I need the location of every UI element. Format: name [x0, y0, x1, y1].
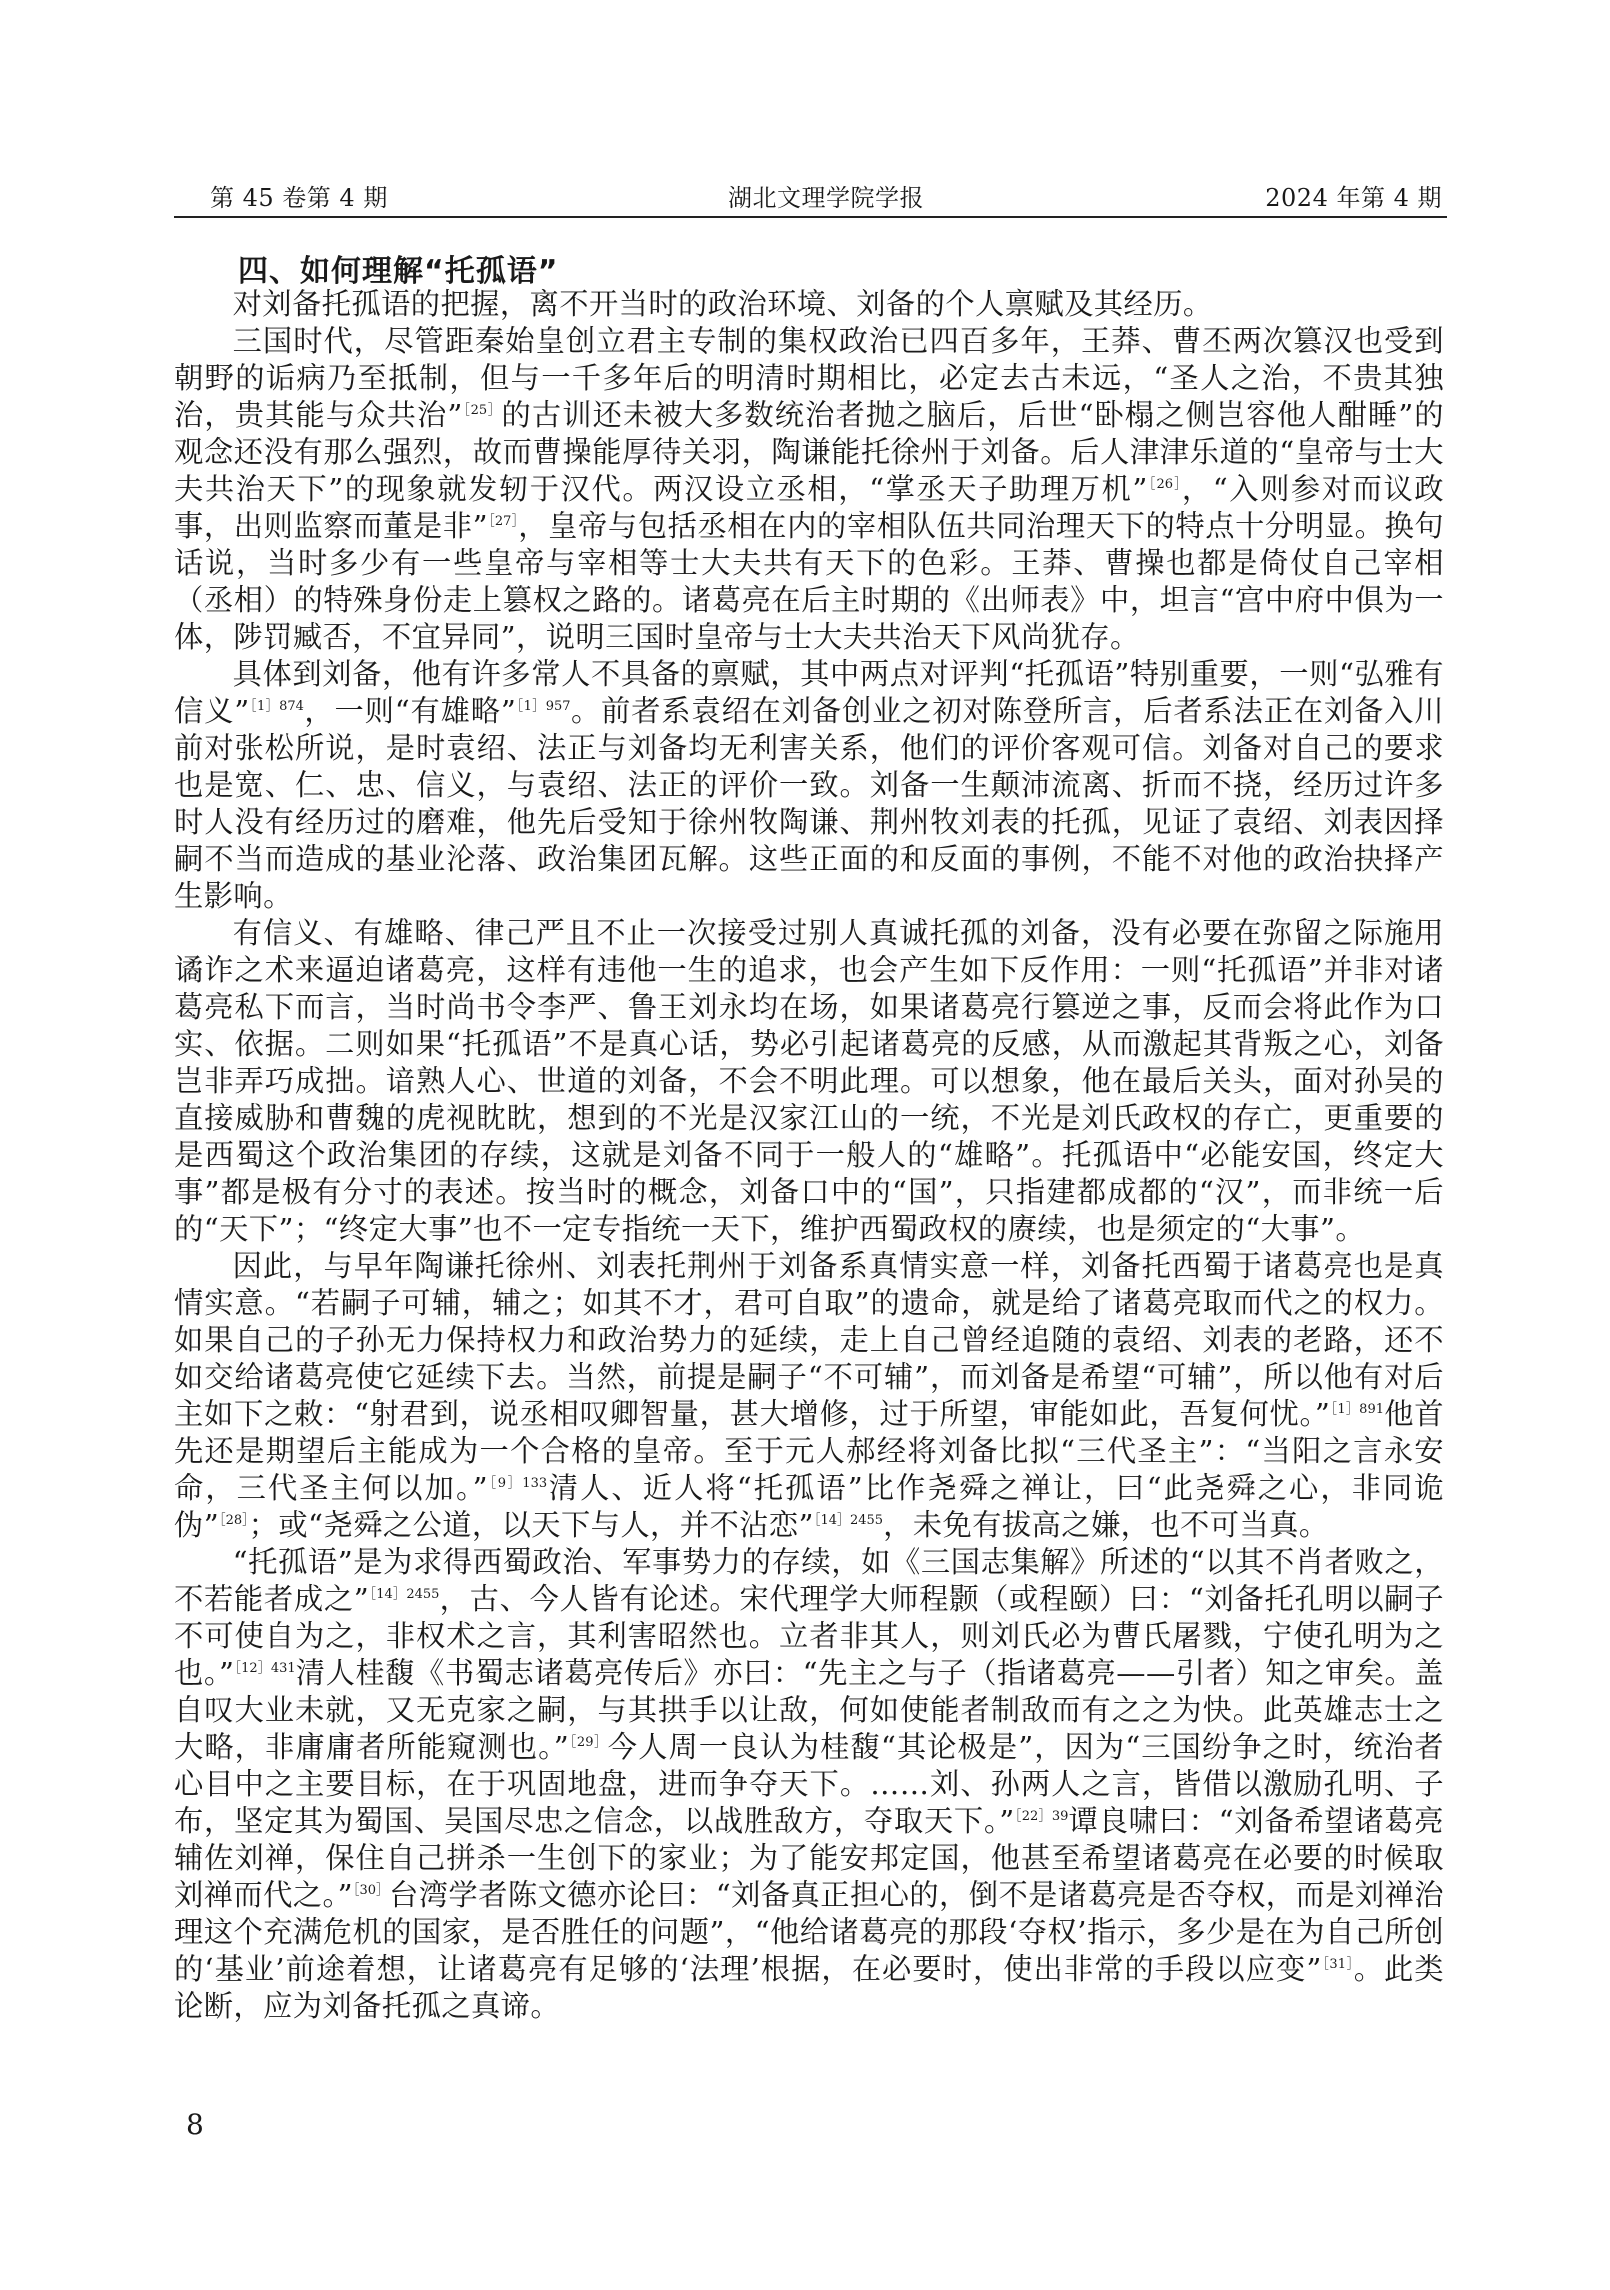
paragraph-text: 清人、近人将“托孤语”比作尧舜之禅让，曰“此尧舜之心，非同诡伪”	[174, 1471, 1444, 1542]
citation-marker: ［26］	[1147, 477, 1182, 493]
running-header	[210, 173, 1442, 217]
header-rule	[174, 216, 1447, 218]
paragraph	[174, 1248, 1444, 1544]
header-volume-issue: 第 45 卷第 4 期	[210, 183, 388, 212]
paragraph	[174, 915, 1444, 1248]
citation-marker: ［22］39	[1014, 1809, 1069, 1825]
paragraph-text: 今人周一良认为桂馥“其论极是”，因为“三国纷争之时，统治者心目中之主要目标，在于巩固地盘，进而争夺天下。……刘、孙两人之言，皆借以激励孔明、子布，坚定其为蜀国、吴国尽忠之信念，以战胜敌方，夺取天下。”	[174, 1730, 1444, 1838]
article-body	[174, 286, 1444, 2025]
paragraph	[174, 656, 1444, 915]
paragraph	[174, 1544, 1444, 2025]
paragraph-text: 谭良啸曰：“刘备希望诸葛亮辅佐刘禅，保住自己拼杀一生创下的家业；为了能安邦定国，他甚至希望诸葛亮在必要的时候取刘禅而代之。”	[174, 1804, 1444, 1912]
citation-marker: ［14］2455	[369, 1587, 440, 1603]
citation-marker: ［30］	[352, 1883, 390, 1899]
paragraph-text: ，未免有拔高之嫌，也不可当真。	[883, 1508, 1329, 1542]
paragraph-text: ，皇帝与包括丞相在内的宰相队伍共同治理天下的特点十分明显。换句话说，当时多少有一些皇帝与宰相等士大夫共有天下的色彩。王莽、曹操也都是倚仗自己宰相（丞相）的特殊身份走上篡权之路的。诸葛亮在后主时期的《出师表》中，坦言“宫中府中俱为一体，陟罚臧否，不宜异同”，说明三国时皇帝与士大夫共治天下风尚犹存。	[174, 509, 1445, 654]
citation-marker: ［1］891	[1330, 1402, 1384, 1418]
paragraph-text: 台湾学者陈文德亦论曰：“刘备真正担心的，倒不是诸葛亮是否夺权，而是刘禅治理这个充满危机的国家，是否胜任的问题”，“他给诸葛亮的那段‘夺权’指示，多少是在为自己所创的‘基业’前途着想，让诸葛亮有足够的‘法理’根据，在必要时，使出非常的手段以应变”	[174, 1878, 1444, 1986]
paragraph-text: 他首先还是期望后主能成为一个合格的皇帝。至于元人郝经将刘备比拟“三代圣主”：“当阳之言永安命，三代圣主何以加。”	[174, 1397, 1444, 1505]
citation-marker: ［27］	[488, 514, 519, 530]
paragraph-text: 清人桂馥《书蜀志诸葛亮传后》亦曰：“先主之与子（指诸葛亮——引者）知之审矣。盖自叹大业未就，又无克家之嗣，与其拱手以让敌，何如使能者制敌而有之之为快。此英雄志士之大略，非庸庸者所能窥测也。”	[174, 1656, 1444, 1764]
citation-marker: ［1］957	[516, 699, 571, 715]
section-title: 四、如何理解“托孤语”	[238, 254, 559, 289]
paragraph	[174, 323, 1444, 656]
paragraph-text: 的古训还未被大多数统治者抛之脑后，后世“卧榻之侧岂容他人酣睡”的观念还没有那么强烈，故而曹操能厚待关羽，陶谦能托徐州于刘备。后人津津乐道的“皇帝与士大夫共治天下”的现象就发轫于汉代。两汉设立丞相，“掌丞天子助理万机”	[174, 398, 1445, 506]
paragraph-text: 有信义、有雄略、律己严且不止一次接受过别人真诚托孤的刘备，没有必要在弥留之际施用谲诈之术来逼迫诸葛亮，这样有违他一生的追求，也会产生如下反作用：一则“托孤语”并非对诸葛亮私下而言，当时尚书令李严、鲁王刘永均在场，如果诸葛亮行篡逆之事，反而会将此作为口实、依据。二则如果“托孤语”不是真心话，势必引起诸葛亮的反感，从而激起其背叛之心，刘备岂非弄巧成拙。谙熟人心、世道的刘备，不会不明此理。可以想象，他在最后关头，面对孙吴的直接威胁和曹魏的虎视眈眈，想到的不光是汉家江山的一统，不光是刘氏政权的存亡，更重要的是西蜀这个政治集团的存续，这就是刘备不同于一般人的“雄略”。托孤语中“必能安国，终定大事”都是极有分寸的表述。按当时的概念，刘备口中的“国”，只指建都成都的“汉”，而非统一后的“天下”；“终定大事”也不一定专指统一天下，维护西蜀政权的赓续，也是须定的“大事”。	[174, 916, 1444, 1246]
paragraph-text: 对刘备托孤语的把握，离不开当时的政治环境、刘备的个人禀赋及其经历。	[232, 287, 1213, 321]
citation-marker: ［12］431	[234, 1661, 296, 1677]
citation-marker: ［29］	[569, 1735, 608, 1751]
paragraph-text: ，“入则参对而议政事，出则监察而董是非”	[174, 472, 1445, 543]
citation-marker: ［1］874	[249, 699, 304, 715]
paragraph-text: 三国时代，尽管距秦始皇创立君主专制的集权政治已四百多年，王莽、曹丕两次篡汉也受到朝野的诟病乃至抵制，但与一千多年后的明清时期相比，必定去古未远，“圣人之治，不贵其独治，贵其能与众共治”	[174, 324, 1444, 432]
citation-marker: ［14］2455	[813, 1513, 884, 1529]
paragraph-text: “托孤语”是为求得西蜀政治、军事势力的存续，如《三国志集解》所述的“以其不肖者败之，不若能者成之”	[174, 1545, 1444, 1616]
citation-marker: ［31］	[1321, 1957, 1354, 1973]
page-number: 8	[186, 2108, 204, 2141]
paragraph-text: 。此类论断，应为刘备托孤之真谛。	[174, 1952, 1444, 2023]
paragraph	[174, 286, 1444, 323]
paragraph-text: 具体到刘备，他有许多常人不具备的禀赋，其中两点对评判“托孤语”特别重要，一则“弘雅有信义”	[174, 657, 1444, 728]
paragraph-text: ，古、今人皆有论述。宋代理学大师程颢（或程颐）曰：“刘备托孔明以嗣子不可使自为之，非权术之言，其利害昭然也。立者非其人，则刘氏必为曹氏屠戮，宁使孔明为之也。”	[174, 1582, 1444, 1690]
citation-marker: ［25］	[462, 403, 502, 419]
citation-marker: ［28］	[219, 1513, 249, 1529]
paragraph-text: ，一则“有雄略”	[303, 694, 517, 728]
paragraph-text: 因此，与早年陶谦托徐州、刘表托荆州于刘备系真情实意一样，刘备托西蜀于诸葛亮也是真情实意。“若嗣子可辅，辅之；如其不才，君可自取”的遗命，就是给了诸葛亮取而代之的权力。如果自己的子孙无力保持权力和政治势力的延续，走上自己曾经追随的袁绍、刘表的老路，还不如交给诸葛亮使它延续下去。当然，前提是嗣子“不可辅”，而刘备是希望“可辅”，所以他有对后主如下之敕：“射君到，说丞相叹卿智量，甚大增修，过于所望，审能如此，吾复何忧。”	[174, 1249, 1444, 1431]
paragraph-text: 。前者系袁绍在刘备创业之初对陈登所言，后者系法正在刘备入川前对张松所说，是时袁绍、法正与刘备均无利害关系，他们的评价客观可信。刘备对自己的要求也是宽、仁、忠、信义，与袁绍、法正的评价一致。刘备一生颠沛流离、折而不挠，经历过许多时人没有经历过的磨难，他先后受知于徐州牧陶谦、荆州牧刘表的托孤，见证了袁绍、刘表因择嗣不当而造成的基业沦落、政治集团瓦解。这些正面的和反面的事例，不能不对他的政治抉择产生影响。	[174, 694, 1444, 913]
citation-marker: ［9］133	[488, 1476, 548, 1492]
header-journal-name: 湖北文理学院学报	[728, 183, 924, 212]
paragraph-text: ；或“尧舜之公道，以天下与人，并不沾恋”	[248, 1508, 814, 1542]
header-year-issue: 2024 年第 4 期	[1265, 183, 1442, 212]
